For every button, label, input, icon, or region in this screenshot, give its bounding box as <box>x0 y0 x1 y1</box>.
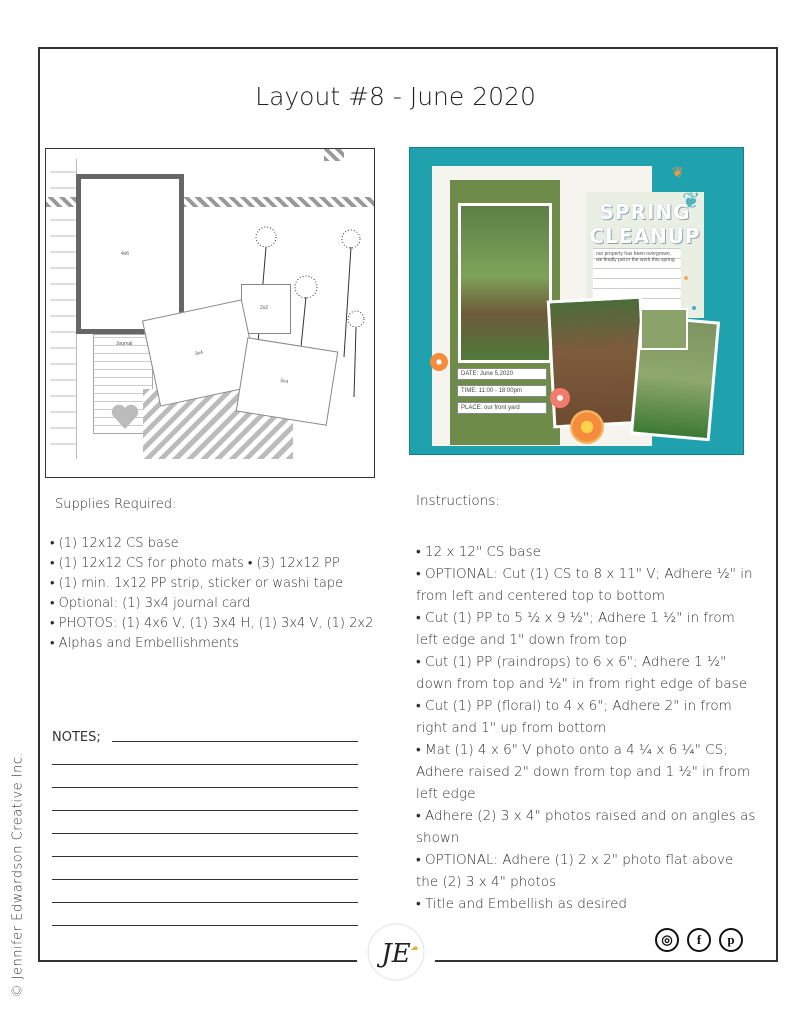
photo-4x6-placeholder <box>76 174 184 334</box>
journal-card-photo: our property has been overgrown, we finally put in the work this spring <box>593 248 681 328</box>
journal-label: Journal <box>116 341 133 347</box>
photo-yard-vertical <box>458 203 552 363</box>
tag-date: DATE: June 5,2020 <box>457 368 547 380</box>
instructions-section <box>416 493 756 915</box>
instagram-icon[interactable]: ◎ <box>655 928 679 952</box>
notes-line <box>52 879 358 880</box>
notes-line <box>52 925 358 926</box>
butterfly-icon: ❦ <box>682 188 701 213</box>
instruction-item: • 12 x 12" CS base <box>416 544 541 560</box>
supplies-list <box>50 534 385 654</box>
pinterest-icon[interactable]: p <box>719 928 743 952</box>
instruction-item: • Cut (1) PP (raindrops) to 6 x 6"; Adhere 1 ½" down from top and ½" in from right edge of base <box>416 654 748 692</box>
supply-item: • Optional: (1) 3x4 journal card <box>50 596 251 611</box>
notes-line <box>112 741 358 742</box>
instruction-item: • Mat (1) 4 x 6" V photo onto a 4 ¼ x 6 ¼" CS; Adhere raised 2" down from top and 1 ½" in from left edge <box>416 742 751 802</box>
instructions-list <box>416 541 756 915</box>
title-line-cleanup: CLEANUP <box>589 224 701 248</box>
instructions-heading: Instructions: <box>416 493 500 509</box>
notes-line <box>52 810 358 811</box>
facebook-icon[interactable]: f <box>687 928 711 952</box>
instruction-item: • Title and Embellish as desired <box>416 896 628 912</box>
instruction-item: • OPTIONAL: Cut (1) CS to 8 x 11" V; Adhere ½" in from left and centered top to bottom <box>416 566 753 604</box>
tag-time: TIME: 11:00 - 18:00pm <box>457 385 547 397</box>
svg-text:JE: JE <box>381 939 411 969</box>
supply-item: • (1) 12x12 CS for photo mats • (3) 12x12 PP <box>50 556 340 571</box>
instruction-item: • Adhere (2) 3 x 4" photos raised and on angles as shown <box>416 808 756 846</box>
photo-3x4-a-label: 3x4 <box>194 349 204 358</box>
supply-item: • Alphas and Embellishments <box>50 636 239 651</box>
instruction-item: • Cut (1) PP (floral) to 4 x 6"; Adhere 2" in from right and 1" up from bottom <box>416 698 732 736</box>
flower-embellishment-large <box>570 410 604 444</box>
copyright-text: © Jennifer Edwardson Creative Inc. <box>10 751 26 998</box>
notes-line <box>52 833 358 834</box>
flower-embellishment-small <box>550 388 570 408</box>
photo-3x4-b-label: 3x4 <box>279 377 289 386</box>
notes-line <box>52 787 358 788</box>
heart-icon <box>110 402 140 432</box>
chevron-flag <box>324 149 344 161</box>
supply-item: • (1) 12x12 CS base <box>50 536 179 551</box>
flower-embellishment-left <box>430 353 448 371</box>
layout-photo <box>409 147 744 455</box>
layout-sketch <box>45 148 375 478</box>
info-tags <box>457 368 547 419</box>
logo-seal <box>356 912 436 992</box>
supply-item: • PHOTOS: (1) 4x6 V, (1) 3x4 H, (1) 3x4 V, (1) 2x2 <box>50 616 374 631</box>
instruction-item: • Cut (1) PP to 5 ½ x 9 ½"; Adhere 1 ½" in from left edge and 1" down from top <box>416 610 735 648</box>
photo-yard-2x2 <box>640 308 688 350</box>
tag-place: PLACE: our front yard <box>457 402 547 414</box>
supplies-heading: Supplies Required: <box>55 497 177 512</box>
title-line-spring: SPRING <box>599 200 691 224</box>
butterfly-small-icon: ❦ <box>672 164 684 180</box>
photo-4x6-label: 4x6 <box>121 251 130 257</box>
page-title: Layout #8 - June 2020 <box>255 82 536 111</box>
photo-3x4-b-placeholder <box>236 337 339 425</box>
notes-line <box>52 856 358 857</box>
instruction-item: • OPTIONAL: Adhere (1) 2 x 2" photo flat above the (2) 3 x 4" photos <box>416 852 734 890</box>
notes-line <box>52 764 358 765</box>
notes-section <box>52 728 362 746</box>
supply-item: • (1) min. 1x12 PP strip, sticker or washi tape <box>50 576 344 591</box>
notes-line <box>52 902 358 903</box>
photo-2x2-placeholder <box>241 284 291 334</box>
photo-2x2-label: 2x2 <box>260 305 269 311</box>
supplies-section <box>50 497 385 654</box>
brand-logo <box>356 912 436 992</box>
notes-label: NOTES; <box>52 730 101 745</box>
